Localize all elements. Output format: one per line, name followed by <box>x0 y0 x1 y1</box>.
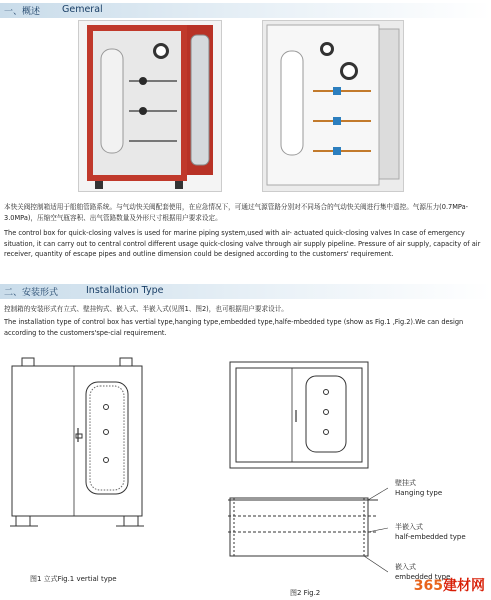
section-title: Installation Type <box>86 285 164 296</box>
section-header-installation <box>0 284 491 299</box>
label-half-embedded-en: half-embedded type <box>395 533 466 541</box>
section-number: 二、安装形式 <box>4 288 59 298</box>
figure-1-drawing <box>10 352 160 537</box>
label-half-embedded-zh: 半嵌入式 <box>395 523 423 531</box>
general-description-zh: 本快关阀控制箱适用于船舶管路系统。与气动快关阀配套使用，在应急情况下，可通过气源管路分别对不同场合的气动快关阀进行集中遥控。气源压力(0.7MPa-3.0MPa)，压缩空气瓶容积、出气管路数量及外形尺寸根据用户要求设定。 <box>4 203 469 222</box>
general-description-en: The control box for quick-closing valves is used for marine piping system,used with air- actuated quick-closing valves In case of emergency situation, it can carry out to central control different usage quick-closing valve through air supply pipeline. Pressure of air supply, capacity of air receiver, quantity of escape pipes and outline dimension could be designed according to the customers' requirement. <box>4 229 481 259</box>
figure-1-caption: 图1 立式Fig.1 vertial type <box>30 575 117 583</box>
watermark-number: 365 <box>413 578 443 594</box>
section-header-general <box>0 3 491 18</box>
installation-description-en: The installation type of control box has vertial type,hanging type,embedded type,halfe-mbedded type (show as Fig.1 ,Fig.2).We can design according to the customers'spe-cial requirement. <box>4 318 464 337</box>
installation-description-zh: 控制箱的安装形式有立式、壁挂钩式、嵌入式、半嵌入式(见图1、图2)，也可根据用户要求设计。 <box>4 305 288 313</box>
photo-cabinet-interior <box>262 20 404 192</box>
figure-2-drawing <box>228 360 388 578</box>
figure-2-caption: 图2 Fig.2 <box>290 589 321 597</box>
watermark-logo <box>414 575 485 595</box>
section-number: 一、概述 <box>4 7 41 17</box>
section-title: Gemeral <box>62 4 103 15</box>
label-hanging-zh: 壁挂式 <box>395 479 416 487</box>
photo-red-cabinet <box>78 20 222 192</box>
watermark-text: 建材网 <box>443 578 485 594</box>
label-hanging-en: Hanging type <box>395 489 443 497</box>
label-embedded-en: embedded type <box>395 573 451 581</box>
label-embedded-zh: 嵌入式 <box>395 563 416 571</box>
